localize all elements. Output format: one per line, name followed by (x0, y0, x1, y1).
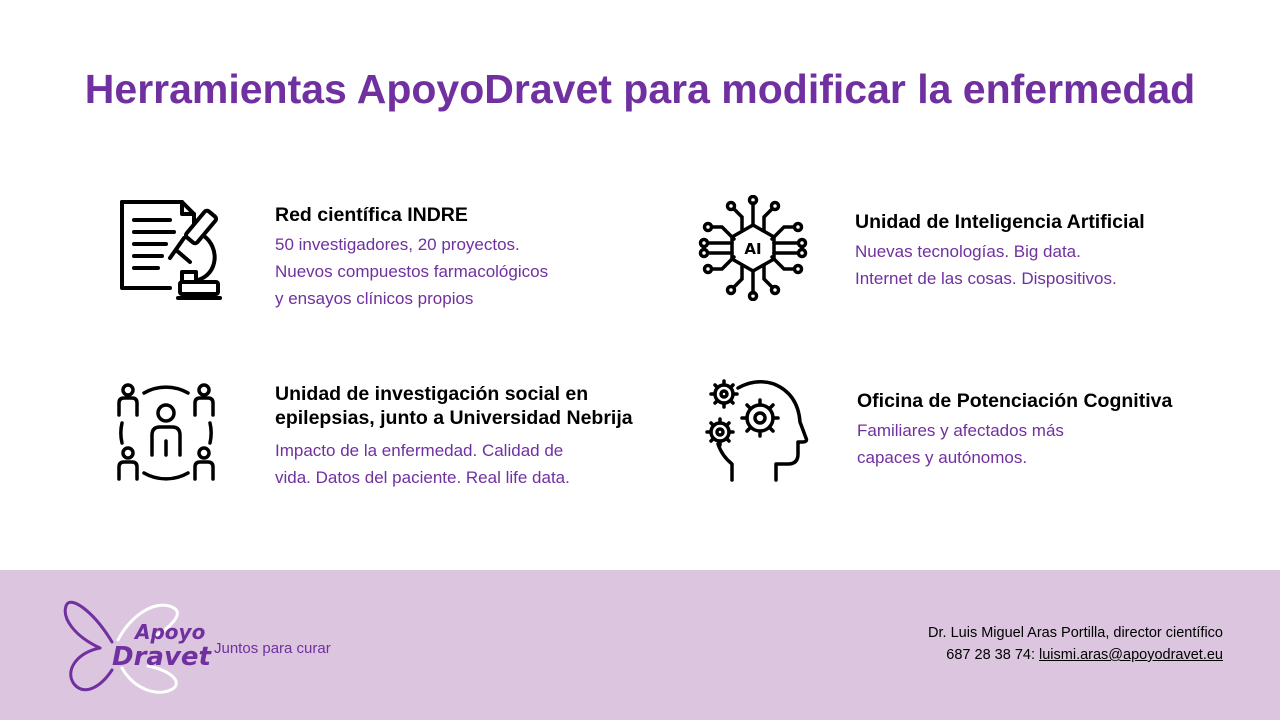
desc-line: 50 investigadores, 20 proyectos. (275, 235, 520, 254)
desc-line: y ensayos clínicos propios (275, 289, 474, 308)
item-title-indre: Red científica INDRE (275, 204, 468, 226)
item-desc-indre (275, 231, 548, 312)
contact-phone: 687 28 38 74: (946, 647, 1040, 663)
contact-line (928, 644, 1223, 666)
title-line: epilepsias, junto a Universidad Nebrija (275, 407, 633, 429)
tagline: Juntos para curar (214, 640, 331, 657)
desc-line: Nuevas tecnologías. Big data. (855, 242, 1081, 261)
desc-line: Familiares y afectados más (857, 421, 1064, 440)
title-line: Unidad de investigación social en (275, 383, 589, 405)
contact-email-link[interactable]: luismi.aras@apoyodravet.eu (1039, 647, 1223, 663)
contact-info (928, 622, 1223, 666)
item-desc-social (275, 437, 570, 491)
item-desc-ai (855, 238, 1117, 292)
people-circle-icon (116, 381, 216, 483)
logo-text-apoyo: Apoyo (135, 620, 206, 644)
desc-line: Internet de las cosas. Dispositivos. (855, 269, 1117, 288)
ai-chip-icon (698, 195, 808, 301)
desc-line: Impacto de la enfermedad. Calidad de (275, 441, 564, 460)
microscope-document-icon (118, 198, 224, 304)
head-gears-icon (702, 376, 810, 484)
desc-line: Nuevos compuestos farmacológicos (275, 262, 549, 281)
logo-text-dravet: Dravet (112, 642, 211, 672)
contact-name: Dr. Luis Miguel Aras Portilla, director científico (928, 625, 1223, 641)
item-title-cognitive: Oficina de Potenciación Cognitiva (857, 390, 1173, 412)
item-title-ai: Unidad de Inteligencia Artificial (855, 211, 1145, 233)
item-title-social (275, 382, 633, 430)
svg-text:AI: AI (744, 240, 762, 258)
desc-line: vida. Datos del paciente. Real life data. (275, 468, 570, 487)
desc-line: capaces y autónomos. (857, 448, 1028, 467)
item-desc-cognitive (857, 417, 1064, 471)
page-title: Herramientas ApoyoDravet para modificar la enfermedad (84, 66, 1196, 112)
